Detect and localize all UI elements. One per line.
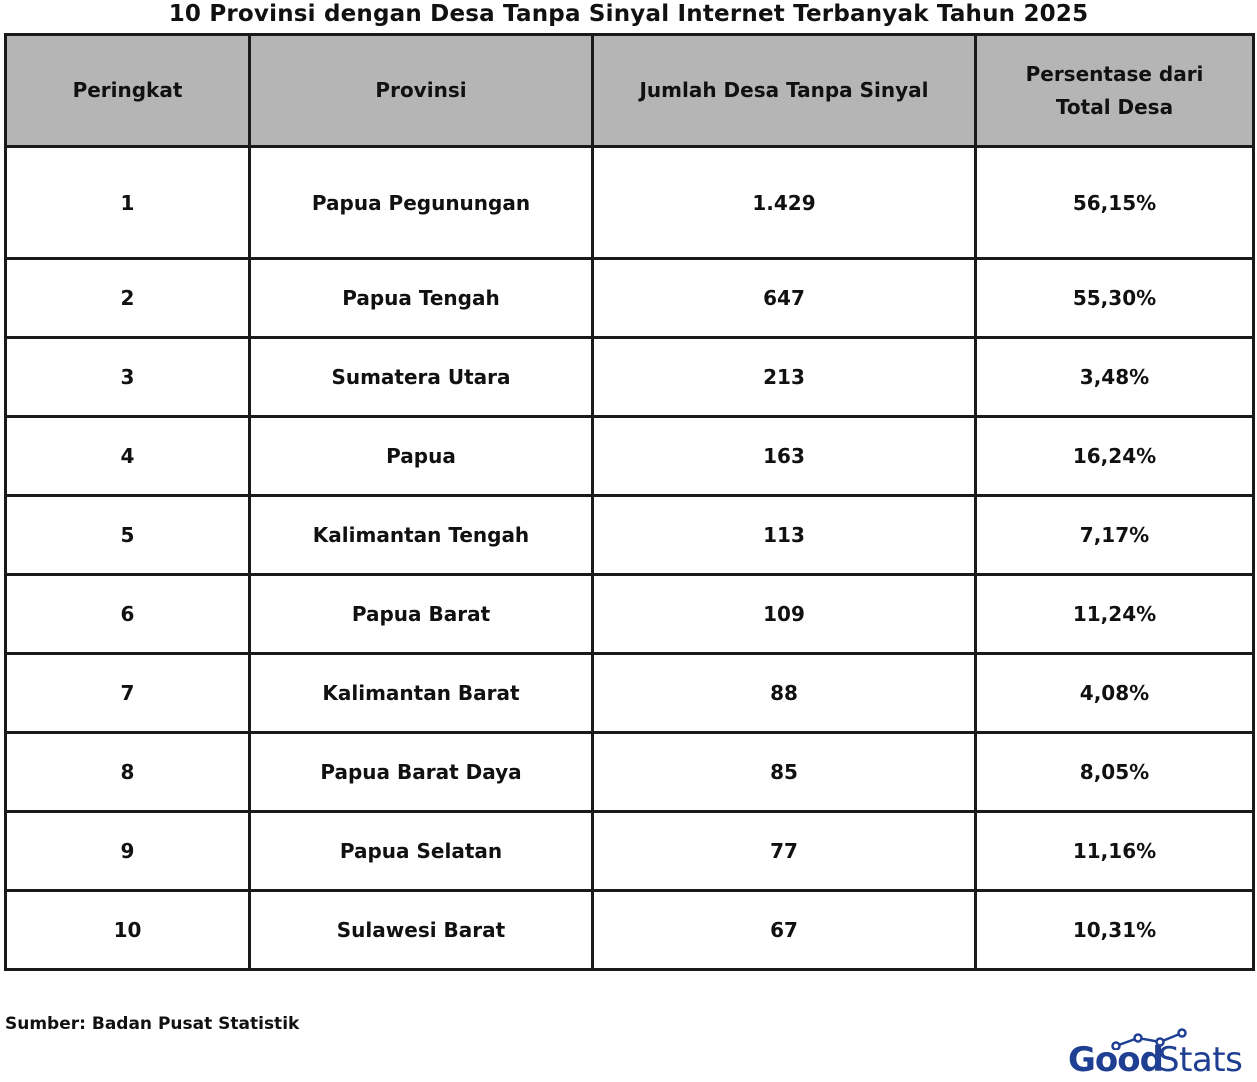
cell-rank: 6 <box>6 575 250 654</box>
header-province: Provinsi <box>250 35 593 147</box>
source-note: Sumber: Badan Pusat Statistik <box>5 1014 300 1034</box>
cell-count: 88 <box>593 654 976 733</box>
cell-count: 213 <box>593 338 976 417</box>
table-row <box>6 417 1254 496</box>
data-table <box>4 33 1255 971</box>
cell-rank: 1 <box>6 147 250 259</box>
table-row <box>6 496 1254 575</box>
cell-province: Papua Selatan <box>250 812 593 891</box>
table-row <box>6 147 1254 259</box>
cell-rank: 4 <box>6 417 250 496</box>
header-percent-line2: Total Desa <box>1055 94 1174 119</box>
table-row <box>6 812 1254 891</box>
table-row <box>6 733 1254 812</box>
cell-province: Sulawesi Barat <box>250 891 593 970</box>
cell-percent: 11,16% <box>976 812 1254 891</box>
table-row <box>6 259 1254 338</box>
header-rank: Peringkat <box>6 35 250 147</box>
cell-rank: 7 <box>6 654 250 733</box>
cell-province: Sumatera Utara <box>250 338 593 417</box>
goodstats-logo <box>1068 1028 1248 1080</box>
cell-percent: 55,30% <box>976 259 1254 338</box>
logo-text-stats: Stats <box>1158 1040 1243 1080</box>
header-percent <box>976 35 1254 147</box>
cell-rank: 8 <box>6 733 250 812</box>
cell-province: Papua Tengah <box>250 259 593 338</box>
table-row <box>6 654 1254 733</box>
cell-percent: 7,17% <box>976 496 1254 575</box>
cell-count: 113 <box>593 496 976 575</box>
cell-province: Papua <box>250 417 593 496</box>
table-row <box>6 575 1254 654</box>
cell-count: 1.429 <box>593 147 976 259</box>
cell-province: Papua Barat <box>250 575 593 654</box>
table-row <box>6 338 1254 417</box>
header-percent-line1: Persentase dari <box>1025 61 1204 86</box>
cell-percent: 56,15% <box>976 147 1254 259</box>
cell-rank: 2 <box>6 259 250 338</box>
cell-percent: 4,08% <box>976 654 1254 733</box>
table-row <box>6 891 1254 970</box>
cell-province: Kalimantan Tengah <box>250 496 593 575</box>
cell-province: Kalimantan Barat <box>250 654 593 733</box>
cell-rank: 5 <box>6 496 250 575</box>
cell-percent: 10,31% <box>976 891 1254 970</box>
cell-count: 109 <box>593 575 976 654</box>
cell-province: Papua Pegunungan <box>250 147 593 259</box>
header-count: Jumlah Desa Tanpa Sinyal <box>593 35 976 147</box>
chart-title: 10 Provinsi dengan Desa Tanpa Sinyal Internet Terbanyak Tahun 2025 <box>168 1 1089 27</box>
cell-rank: 9 <box>6 812 250 891</box>
cell-count: 647 <box>593 259 976 338</box>
cell-count: 85 <box>593 733 976 812</box>
cell-province: Papua Barat Daya <box>250 733 593 812</box>
cell-count: 163 <box>593 417 976 496</box>
cell-rank: 10 <box>6 891 250 970</box>
cell-count: 77 <box>593 812 976 891</box>
cell-percent: 11,24% <box>976 575 1254 654</box>
header-row <box>6 35 1254 147</box>
cell-percent: 3,48% <box>976 338 1254 417</box>
logo-text-good: Good <box>1068 1040 1163 1080</box>
cell-rank: 3 <box>6 338 250 417</box>
cell-percent: 16,24% <box>976 417 1254 496</box>
cell-count: 67 <box>593 891 976 970</box>
cell-percent: 8,05% <box>976 733 1254 812</box>
